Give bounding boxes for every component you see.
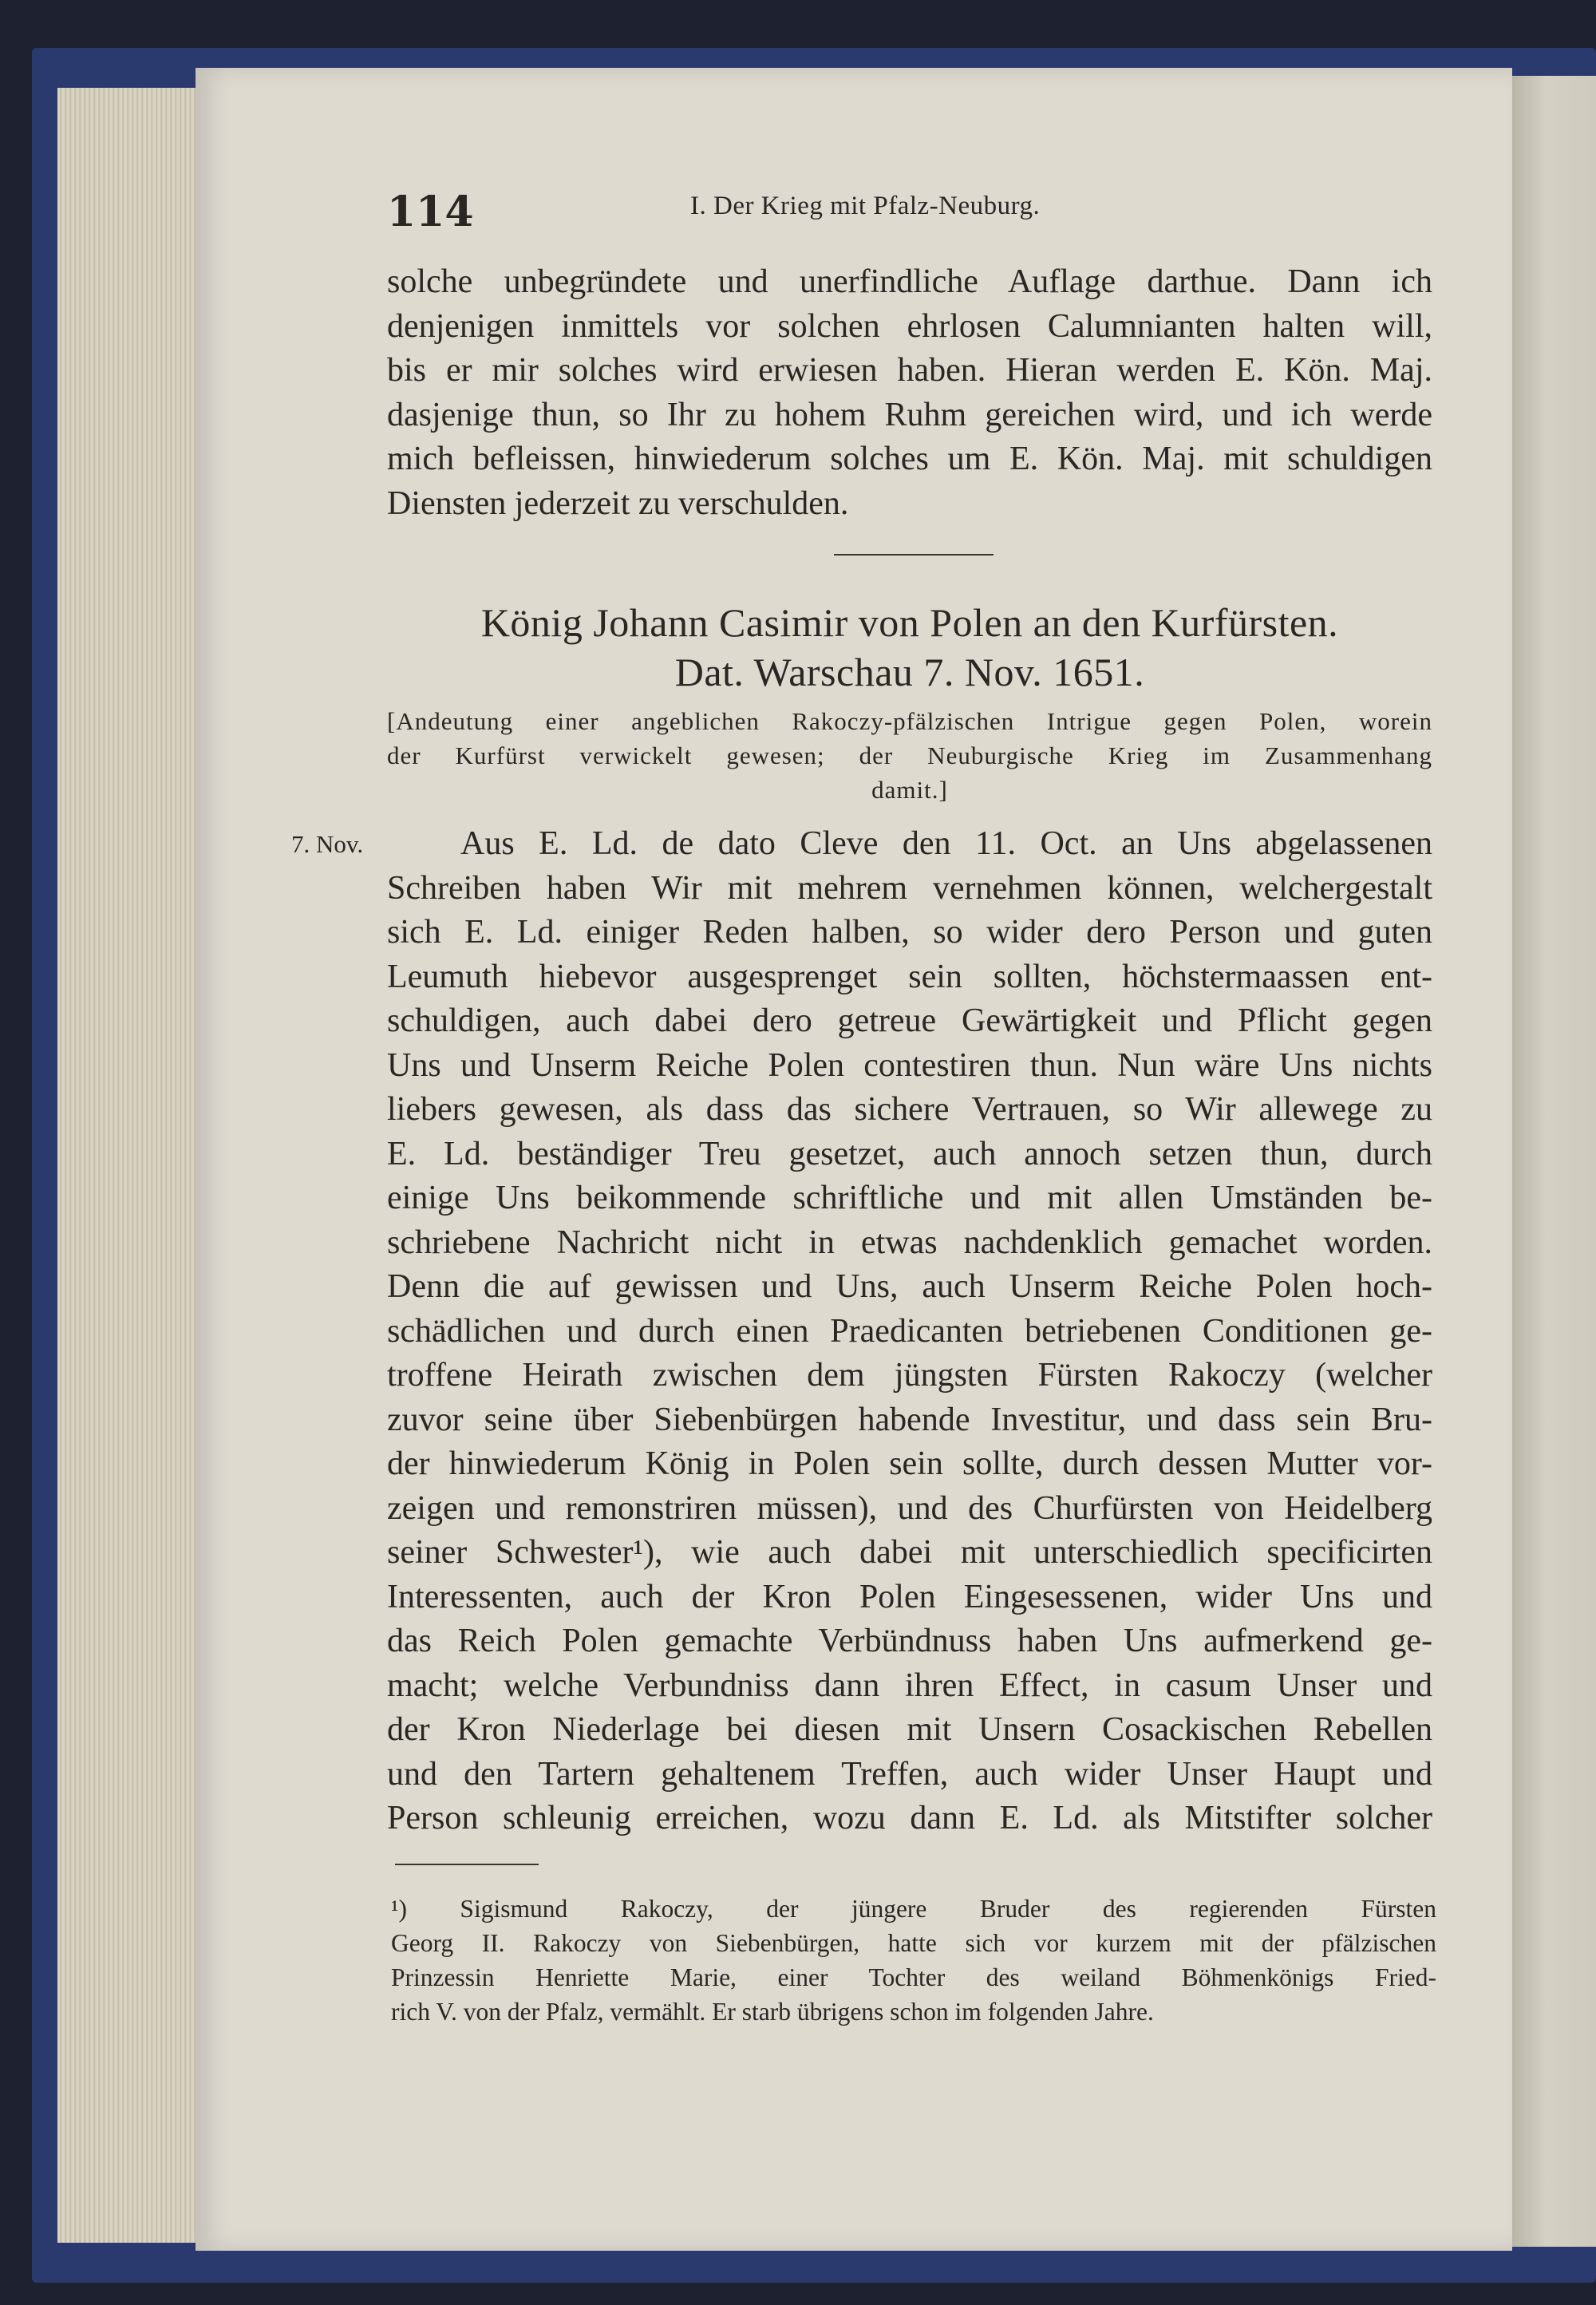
text-line: Diensten jederzeit zu verschulden. — [387, 484, 849, 522]
text-line: zeigen und remonstriren müssen), und des Churfürsten von Heidelberg — [387, 1489, 1432, 1527]
text-line: das Reich Polen gemachte Verbündnuss haben Uns aufmerkend ge- — [387, 1623, 1432, 1659]
text-line: Leumuth hiebevor ausgesprenget sein sollten, höchstermaassen ent- — [387, 958, 1432, 995]
summary-line: damit.] — [871, 776, 948, 804]
text-line: E. Ld. beständiger Treu gesetzet, auch annoch setzen thun, durch — [387, 1135, 1432, 1172]
text-line: der hinwiederum König in Polen sein sollte, durch dessen Mutter vor- — [387, 1445, 1432, 1482]
footnote-line: Georg II. Rakoczy von Siebenbürgen, hatte sich vor kurzem mit der pfälzischen — [391, 1929, 1436, 1957]
section-divider — [834, 554, 994, 555]
text-line: denjenigen inmittels vor solchen ehrlosen Calumnianten halten will, — [387, 307, 1432, 345]
text-line: schädlichen und durch einen Praedicanten betriebenen Conditionen ge- — [387, 1312, 1432, 1350]
summary-line: [Andeutung einer angeblichen Rakoczy-pfälzischen Intrigue gegen Polen, worein — [387, 707, 1432, 735]
page-edges — [57, 88, 209, 2243]
summary-line: der Kurfürst verwickelt gewesen; der Neuburgische Krieg im Zusammenhang — [387, 741, 1432, 769]
text-line: liebers gewesen, als dass das sichere Vertrauen, so Wir allewege zu — [387, 1091, 1432, 1128]
footnote-divider — [395, 1864, 539, 1865]
text-line: macht; welche Verbundniss dann ihren Effect, in casum Unser und — [387, 1666, 1432, 1704]
footnote — [391, 1892, 1436, 2029]
text-line: Denn die auf gewissen und Uns, auch Unserm Reiche Polen hoch- — [387, 1268, 1432, 1305]
text-line: mich befleissen, hinwiederum solches um E. Kön. Maj. mit schuldigen — [387, 441, 1432, 477]
text-line: bis er mir solches wird erwiesen haben. Hieran werden E. Kön. Maj. — [387, 352, 1432, 389]
letter-body — [387, 822, 1432, 1841]
text-line: seiner Schwester¹), wie auch dabei mit unterschiedlich specificirten — [387, 1534, 1432, 1571]
margin-date: 7. Nov. — [291, 830, 364, 858]
text-line: dasjenige thun, so Ihr zu hohem Ruhm gereichen wird, und ich werde — [387, 396, 1432, 433]
facing-page-edge — [1512, 76, 1596, 2247]
text-line: Uns und Unserm Reiche Polen contestiren thun. Nun wäre Uns nichts — [387, 1046, 1432, 1084]
footnote-line: rich V. von der Pfalz, vermählt. Er starb übrigens schon im folgenden Jahre. — [391, 1998, 1154, 2026]
text-line: Schreiben haben Wir mit mehrem vernehmen können, welchergestalt — [387, 869, 1432, 907]
text-line: der Kron Niederlage bei diesen mit Unsern Cosackischen Rebellen — [387, 1711, 1432, 1748]
text-line: schriebene Nachricht nicht in etwas nachdenklich gemachet worden. — [387, 1224, 1432, 1261]
text-line: Aus E. Ld. de dato Cleve den 11. Oct. an Uns abgelassenen — [460, 825, 1432, 862]
document-summary — [387, 704, 1432, 807]
text-line: sich E. Ld. einiger Reden halben, so wider dero Person und guten — [387, 914, 1432, 951]
text-line: einige Uns beikommende schriftliche und mit allen Umständen be- — [387, 1180, 1432, 1216]
text-line: schuldigen, auch dabei dero getreue Gewärtigkeit und Pflicht gegen — [387, 1002, 1432, 1039]
running-head: I. Der Krieg mit Pfalz-Neuburg. — [690, 192, 1041, 220]
document-date: Dat. Warschau 7. Nov. 1651. — [674, 650, 1145, 694]
text-line: Interessenten, auch der Kron Polen Eingesessenen, wider Uns und — [387, 1578, 1432, 1615]
previous-letter-ending — [387, 260, 1432, 526]
footnote-line: Prinzessin Henriette Marie, einer Tochter des weiland Böhmenkönigs Fried- — [391, 1963, 1436, 1991]
page-number: 114 — [387, 188, 474, 236]
text-line: solche unbegründete und unerfindliche Auflage darthue. Dann ich — [387, 263, 1432, 300]
footnote-line: ¹) Sigismund Rakoczy, der jüngere Bruder des regierenden Fürsten — [391, 1895, 1436, 1923]
text-line: zuvor seine über Siebenbürgen habende Investitur, und dass sein Bru- — [387, 1401, 1432, 1438]
document-title: König Johann Casimir von Polen an den Kurfürsten. — [480, 600, 1339, 645]
text-line: troffene Heirath zwischen dem jüngsten Fürsten Rakoczy (welcher — [387, 1357, 1432, 1394]
text-line: Person schleunig erreichen, wozu dann E. Ld. als Mitstifter solcher — [387, 1800, 1432, 1836]
text-line: und den Tartern gehaltenem Treffen, auch wider Unser Haupt und — [387, 1755, 1432, 1793]
